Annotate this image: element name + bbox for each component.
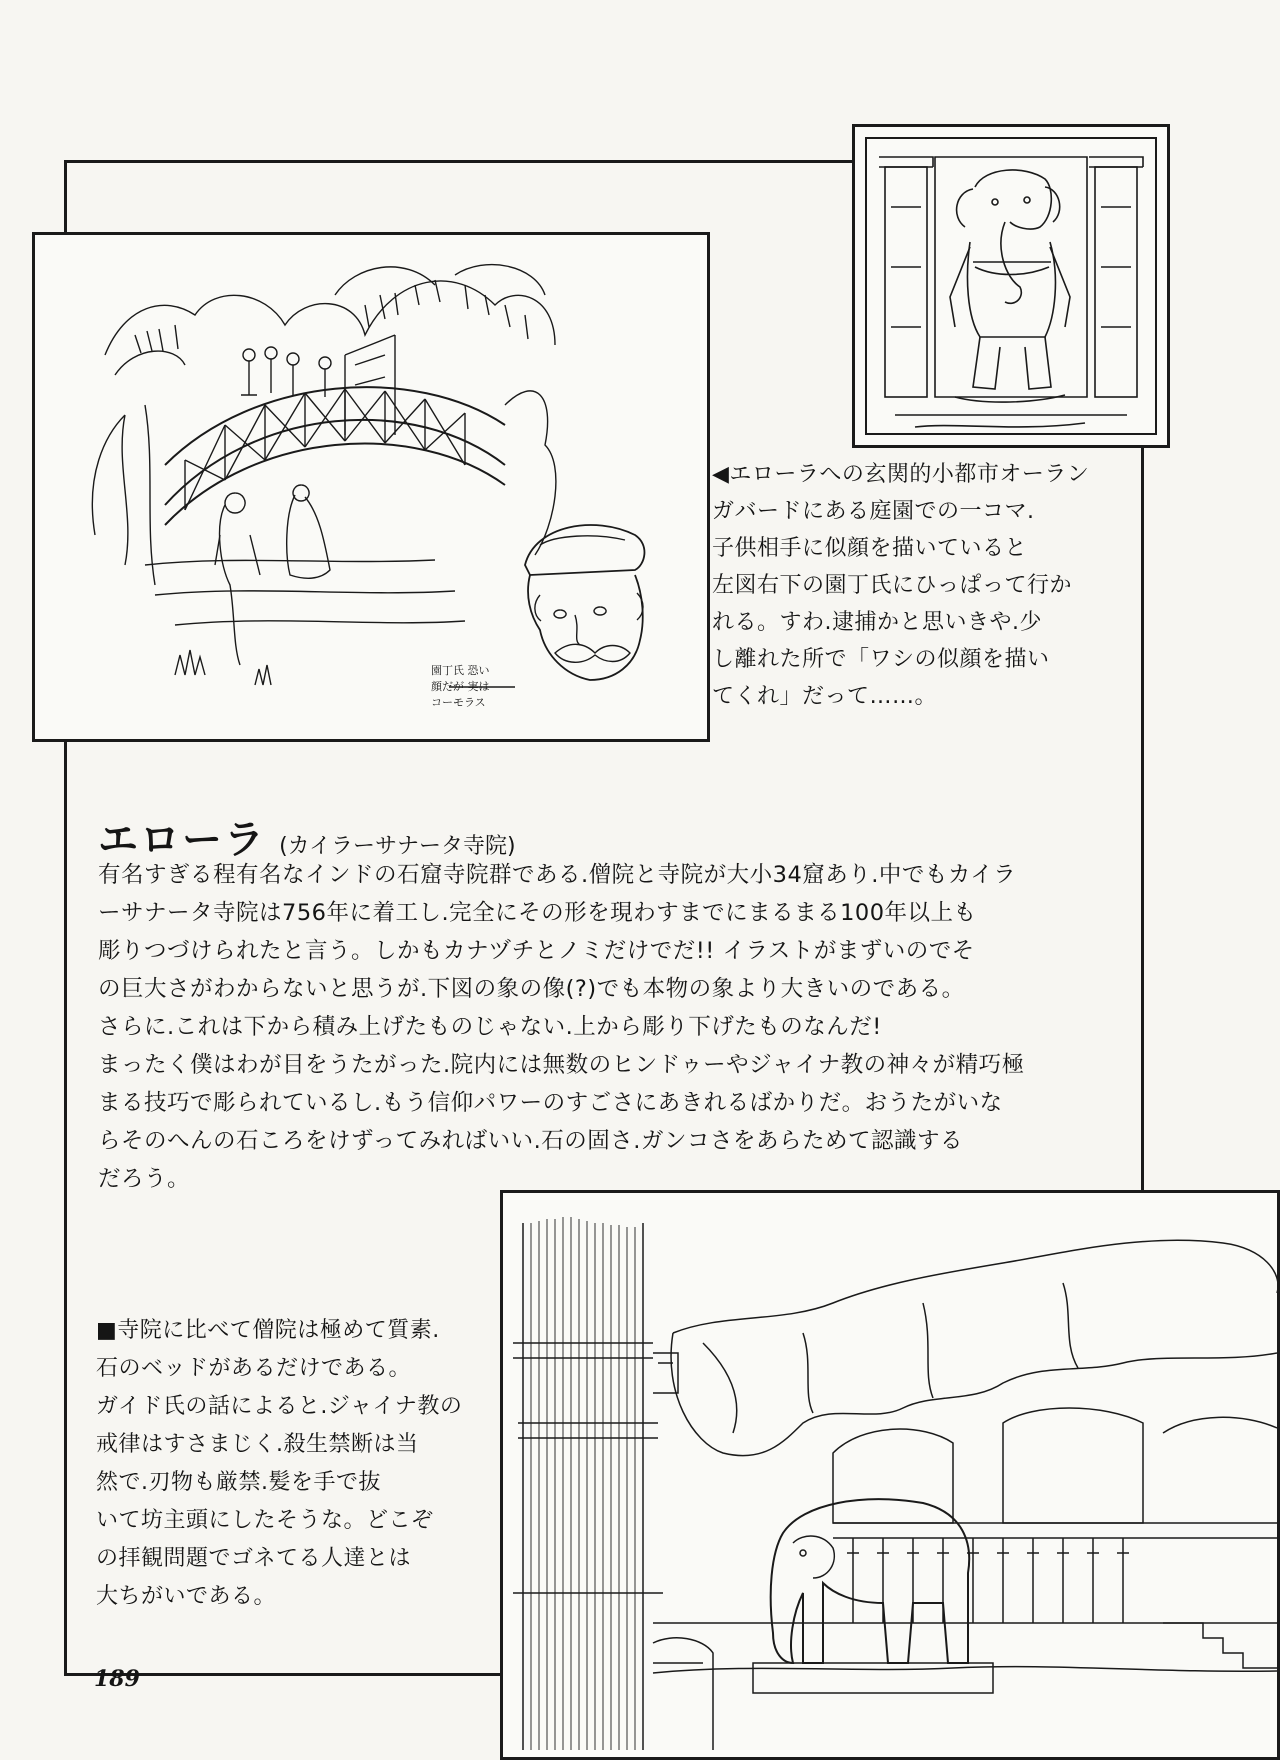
page-number: 189	[94, 1666, 140, 1692]
body-line: 有名すぎる程有名なインドの石窟寺院群である.僧院と寺院が大小34窟あり.中でもカイラ	[98, 862, 1017, 888]
ganesha-drawing	[855, 127, 1167, 445]
caption-line: ■寺院に比べて僧院は極めて質素.	[96, 1318, 440, 1343]
article-body	[98, 856, 1108, 1198]
body-line: さらに.これは下から積み上げたものじゃない.上から彫り下げたものなんだ!	[98, 1014, 882, 1040]
ganesha-illustration	[852, 124, 1170, 448]
body-line: だろう。	[98, 1166, 191, 1192]
gardener-note-line: コーモラス	[431, 696, 486, 709]
caption-line: し離れた所で「ワシの似顔を描い	[712, 647, 1050, 672]
body-line: まったく僕はわが目をうたがった.院内には無数のヒンドゥーやジャイナ教の神々が精巧極	[98, 1052, 1025, 1078]
temple-elephant-illustration	[500, 1190, 1280, 1760]
body-line: らそのへんの石ころをけずってみればいい.石の固さ.ガンコさをあらためて認識する	[98, 1128, 963, 1154]
caption-line: てくれ」だって……。	[712, 684, 938, 709]
caption-line: 石のベッドがあるだけである。	[96, 1356, 412, 1381]
body-line: ーサナータ寺院は756年に着工し.完全にその形を現わすまでにまるまる100年以上も	[98, 900, 977, 926]
gardener-note-line: 顔だが 実は	[431, 680, 490, 693]
caption-line: ◀エローラへの玄関的小都市オーラン	[712, 462, 1090, 487]
caption-line: 大ちがいである。	[96, 1584, 277, 1609]
garden-illustration	[32, 232, 710, 742]
body-line: まる技巧で彫られているし.もう信仰パワーのすごさにあきれるばかりだ。おうたがいな	[98, 1090, 1003, 1116]
article-title: エローラ	[98, 817, 266, 863]
body-line: の巨大さがわからないと思うが.下図の象の像(?)でも本物の象より大きいのである。	[98, 976, 965, 1002]
caption-line: 左図右下の園丁氏にひっぱって行か	[712, 573, 1073, 598]
caption-line: ガイド氏の話によると.ジャイナ教の	[96, 1394, 463, 1419]
garden-drawing	[35, 235, 707, 739]
gardener-note	[431, 663, 490, 711]
article-subtitle: (カイラーサナータ寺院)	[279, 834, 516, 859]
garden-caption	[712, 456, 1132, 715]
caption-line: れる。すわ.逮捕かと思いきや.少	[712, 610, 1042, 635]
caption-line: いて坊主頭にしたそうな。どこぞ	[96, 1508, 434, 1533]
caption-line: 然で.刃物も厳禁.髪を手で抜	[96, 1470, 381, 1495]
body-line: 彫りつづけられたと言う。しかもカナヅチとノミだけでだ!! イラストがまずいのでそ	[98, 938, 975, 964]
temple-drawing	[503, 1193, 1277, 1750]
gardener-note-line: 園丁氏 恐い	[431, 664, 490, 677]
caption-line: ガバードにある庭園での一コマ.	[712, 499, 1035, 524]
caption-line: 戒律はすさまじく.殺生禁断は当	[96, 1432, 419, 1457]
caption-line: の拝観問題でゴネてる人達とは	[96, 1546, 412, 1571]
caption-line: 子供相手に似顔を描いていると	[712, 536, 1028, 561]
monastery-caption	[96, 1312, 496, 1616]
